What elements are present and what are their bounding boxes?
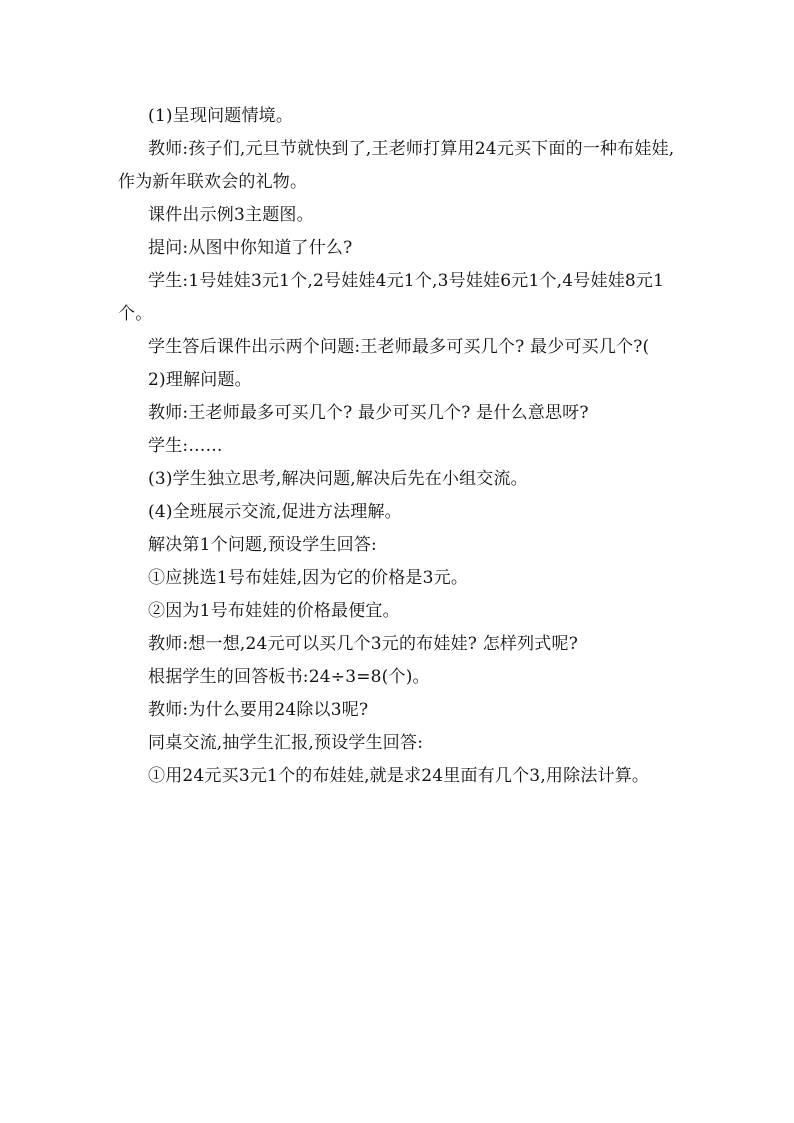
paragraph-courseware-show: 课件出示例3主题图。	[148, 205, 314, 225]
paragraph-student-ellipsis: 学生:……	[148, 436, 223, 456]
paragraph-two-questions: 学生答后课件出示两个问题:王老师最多可买几个? 最少可买几个?(	[148, 337, 650, 357]
paragraph-class-exchange: (4)全班展示交流,促进方法理解。	[148, 502, 402, 522]
paragraph-situation-heading: (1)呈现问题情境。	[148, 106, 294, 126]
paragraph-understand-heading: 2)理解问题。	[148, 370, 252, 390]
paragraph-board-writing: 根据学生的回答板书:24÷3=8(个)。	[148, 667, 430, 687]
paragraph-teacher-why: 教师:为什么要用24除以3呢?	[148, 700, 369, 720]
paragraph-solve-first: 解决第1个问题,预设学生回答:	[148, 535, 377, 555]
document-body	[118, 100, 678, 793]
paragraph-teacher-intro: 教师:孩子们,元旦节就快到了,王老师打算用24元买下面的一种布娃娃,作为新年联欢会的礼物。	[118, 139, 675, 192]
paragraph-division-reason: ①用24元买3元1个的布娃娃,就是求24里面有几个3,用除法计算。	[148, 766, 650, 786]
paragraph-teacher-meaning: 教师:王老师最多可买几个? 最少可买几个? 是什么意思呀?	[148, 403, 589, 423]
paragraph-student-prices: 学生:1号娃娃3元1个,2号娃娃4元1个,3号娃娃6元1个,4号娃娃8元1个。	[118, 271, 665, 324]
paragraph-independent-thinking: (3)学生独立思考,解决问题,解决后先在小组交流。	[148, 469, 528, 489]
paragraph-deskmate-exchange: 同桌交流,抽学生汇报,预设学生回答:	[148, 733, 424, 753]
paragraph-question: 提问:从图中你知道了什么?	[148, 238, 353, 258]
paragraph-answer-one: ①应挑选1号布娃娃,因为它的价格是3元。	[148, 568, 469, 588]
paragraph-teacher-think: 教师:想一想,24元可以买几个3元的布娃娃? 怎样列式呢?	[148, 634, 579, 654]
paragraph-answer-two: ②因为1号布娃娃的价格最便宜。	[148, 601, 400, 621]
